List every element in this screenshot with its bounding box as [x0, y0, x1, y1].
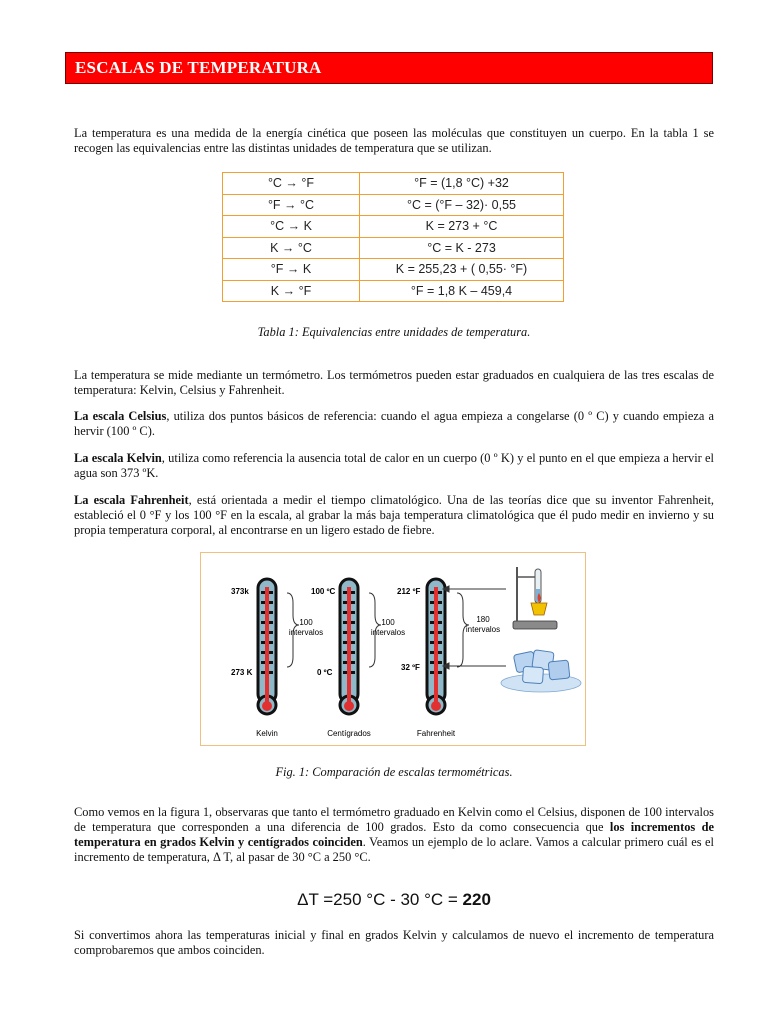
- kelvin-top-label: 373k: [231, 587, 249, 596]
- table-row: [223, 237, 564, 259]
- conversion-cell: °C → K: [223, 216, 360, 238]
- celsius-top-label: 100 ºC: [311, 587, 336, 596]
- page-title: ESCALAS DE TEMPERATURA: [65, 52, 713, 84]
- table-row: [223, 173, 564, 195]
- formula-cell: °F = (1,8 °C) +32: [360, 173, 564, 195]
- celsius-text: , utiliza dos puntos básicos de referencia: cuando el agua empieza a congelarse (0 º C) y cuando empieza a hervir (100 º C).: [74, 409, 714, 438]
- boiling-apparatus-icon: [513, 567, 557, 629]
- formula-expression: ΔT =250 °C - 30 °C =: [297, 890, 463, 909]
- fahrenheit-text: , está orientada a medir el tiempo climatológico. Una de las teorías dice que su inventor Fahrenheit, estableció el 0 °F y los 100 °F en la escala, al grabar la más baja temperatura climatológica que él pudo medir en invierno y su propia temperatura corporal, al encontrarse en un ligero estado de fiebre.: [74, 493, 715, 537]
- kelvin-bottom-label: 273 K: [231, 668, 253, 677]
- figure-caption: Fig. 1: Comparación de escalas termométricas.: [275, 765, 513, 779]
- table-row: [223, 216, 564, 238]
- kelvin-label: La escala Kelvin: [74, 451, 162, 465]
- fahrenheit-label: La escala Fahrenheit: [74, 493, 189, 507]
- table-row: [223, 280, 564, 302]
- formula-cell: °C = K - 273: [360, 237, 564, 259]
- thermometer-illustration: [201, 553, 585, 745]
- formula-cell: K = 273 + °C: [360, 216, 564, 238]
- kelvin-scale-name: Kelvin: [256, 729, 278, 738]
- fahrenheit-interval-word: intervalos: [465, 625, 501, 634]
- celsius-thermometer: [311, 579, 405, 738]
- celsius-paragraph: [74, 409, 714, 439]
- conversion-cell: K → °F: [223, 280, 360, 302]
- fahrenheit-thermometer: [397, 579, 500, 738]
- conversion-cell: K → °C: [223, 237, 360, 259]
- delta-t-formula: [74, 890, 714, 910]
- equivalence-table: [222, 172, 564, 302]
- celsius-bottom-label: 0 ºC: [317, 668, 333, 677]
- kelvin-paragraph: [74, 451, 714, 481]
- kelvin-interval-count: 100: [299, 618, 313, 627]
- conclusion-text-start: Como vemos en la figura 1, observaras que tanto el termómetro graduado en Kelvin como el Celsius, disponen de 100 intervalos de temperatura que corresponden a una diferencia de 100 grados. Esto da como consecuencia que: [74, 805, 714, 834]
- fahrenheit-scale-name: Fahrenheit: [416, 729, 456, 738]
- formula-cell: K = 255,23 + ( 0,55· °F): [360, 259, 564, 281]
- formula-cell: °C = (°F – 32)· 0,55: [360, 194, 564, 216]
- formula-cell: °F = 1,8 K – 459,4: [360, 280, 564, 302]
- celsius-interval-count: 100: [381, 618, 395, 627]
- celsius-interval-word: intervalos: [370, 628, 406, 637]
- thermometer-figure: [200, 552, 586, 746]
- celsius-scale-name: Centígrados: [327, 729, 371, 738]
- ice-cubes-icon: [501, 650, 581, 692]
- table-caption: Tabla 1: Equivalencias entre unidades de temperatura.: [257, 325, 531, 339]
- conclusion-text-end: . Veamos un ejemplo de lo aclare. Vamos a calcular primero cuál es el incremento de temperatura, Δ T, al pasar de 30 °C a 250 °C.: [74, 835, 714, 864]
- table-row: [223, 194, 564, 216]
- conversion-cell: °C → °F: [223, 173, 360, 195]
- conclusion-highlight: los incrementos de temperatura en grados Kelvin y centígrados coinciden: [74, 820, 714, 849]
- fahrenheit-interval-count: 180: [476, 615, 490, 624]
- kelvin-text: , utiliza como referencia la ausencia total de calor en un cuerpo (0 º K) y el punto en el que empieza a hervir el agua son 373 ºK.: [74, 451, 715, 480]
- kelvin-thermometer: [231, 579, 323, 738]
- table-row: [223, 259, 564, 281]
- conclusion-paragraph: [74, 805, 714, 865]
- final-paragraph: Si convertimos ahora las temperaturas inicial y final en grados Kelvin y calculamos de nuevo el incremento de temperatura comprobaremos que ambos coinciden.: [74, 928, 714, 957]
- conversion-cell: °F → °C: [223, 194, 360, 216]
- fahrenheit-top-label: 212 ºF: [397, 587, 421, 596]
- intro-paragraph: La temperatura es una medida de la energía cinética que poseen las moléculas que constituyen un cuerpo. En la tabla 1 se recogen las equivalencias entre las distintas unidades de temperatura que se utilizan.: [74, 126, 714, 155]
- thermometer-paragraph: La temperatura se mide mediante un termómetro. Los termómetros pueden estar graduados en cualquiera de las tres escalas de temperatura: Kelvin, Celsius y Fahrenheit.: [74, 368, 714, 397]
- fahrenheit-paragraph: [74, 493, 714, 538]
- celsius-label: La escala Celsius: [74, 409, 167, 423]
- formula-result: 220: [462, 890, 491, 909]
- fahrenheit-bottom-label: 32 ºF: [401, 663, 420, 672]
- conversion-cell: °F → K: [223, 259, 360, 281]
- kelvin-interval-word: intervalos: [288, 628, 324, 637]
